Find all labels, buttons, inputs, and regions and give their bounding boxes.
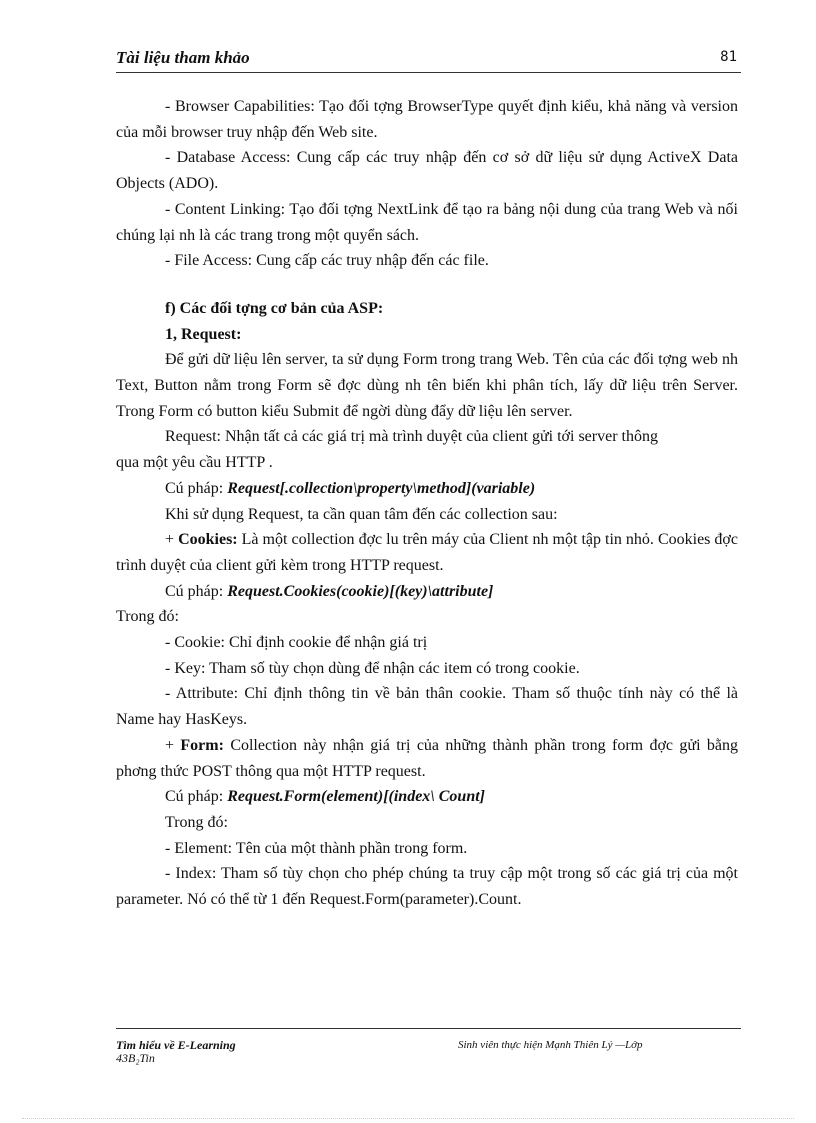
term-label: Form: (180, 736, 224, 754)
subsection-heading: 1, Request: (165, 325, 242, 343)
footer-title: Tìm hiểu về E-Learning (116, 1038, 236, 1052)
syntax-label: Cú pháp: (165, 788, 228, 806)
term-label: Cookies: (178, 531, 238, 549)
paragraph: - Attribute: Chỉ định thông tin về bản thân cookie. Tham số thuộc tính này có thể là Name hay HasKeys. (116, 685, 738, 729)
syntax-line (116, 784, 738, 810)
syntax-label: Cú pháp: (165, 479, 228, 497)
footer-author: Sinh viên thực hiện Mạnh Thiên Lý —Lớp (458, 1039, 643, 1051)
term-text: Collection này nhận giá trị của những thành phần trong form đợc gửi bằng phơng thức POST thông qua một HTTP request. (116, 736, 738, 780)
list-marker: + (165, 531, 179, 549)
footer-left (116, 1039, 236, 1065)
paragraph: - Database Access: Cung cấp các truy nhập đến cơ sở dữ liệu sử dụng ActiveX Data Objects (ADO). (116, 149, 738, 193)
list-marker: + (165, 736, 181, 754)
syntax-label: Cú pháp: (165, 582, 228, 600)
paragraph: - Content Linking: Tạo đối tợng NextLink để tạo ra bảng nội dung của trang Web và nối chúng lại nh là các trang trong một quyển sách. (116, 200, 738, 244)
syntax-line (116, 579, 738, 605)
page-edge-divider (22, 1118, 794, 1119)
footer-class: 43B₂Tin (116, 1051, 155, 1065)
page-number: 81 (720, 49, 737, 65)
paragraph: - File Access: Cung cấp các truy nhập đến các file. (165, 252, 489, 270)
section-heading: f) Các đối tợng cơ bản của ASP: (165, 299, 384, 317)
page-header (116, 46, 741, 73)
syntax-line (116, 476, 738, 502)
term-text: Là một collection đợc lu trên máy của Client nh một tập tin nhỏ. Cookies đợc trình duyệt của client gửi kèm trong HTTP request. (116, 531, 738, 574)
paragraph: qua một yêu cầu HTTP . (116, 454, 273, 472)
paragraph: Request: Nhận tất cả các giá trị mà trình duyệt của client gửi tới server thông (165, 428, 658, 446)
document-body (116, 94, 738, 913)
paragraph: Khi sử dụng Request, ta cần quan tâm đến các collection sau: (165, 505, 558, 523)
page-footer (116, 1028, 741, 1065)
paragraph: - Browser Capabilities: Tạo đối tợng BrowserType quyết định kiểu, khả năng và version của mỗi browser truy nhập đến Web site. (116, 98, 738, 141)
spacer (116, 274, 738, 296)
paragraph: Trong đó: (116, 608, 179, 626)
paragraph: - Key: Tham số tùy chọn dùng để nhận các item có trong cookie. (165, 659, 580, 677)
syntax-code: Request[.collection\property\method](variable) (227, 479, 536, 497)
paragraph: Để gửi dữ liệu lên server, ta sử dụng Form trong trang Web. Tên của các đối tợng web nh Text, Button nằm trong Form sẽ đợc dùng nh tên biến khi phân tích, lấy dữ liệu trên Server. Trong Form có button kiểu Submit để ngời dùng đẩy dữ liệu lên server. (116, 351, 738, 420)
paragraph: - Index: Tham số tùy chọn cho phép chúng ta truy cập một trong số các giá trị của một parameter. Nó có thể từ 1 đến Request.Form(parameter).Count. (116, 865, 738, 909)
cookies-paragraph (116, 527, 738, 578)
syntax-code: Request.Cookies(cookie)[(key)\attribute] (227, 582, 494, 600)
paragraph: - Cookie: Chỉ định cookie để nhận giá trị (165, 634, 428, 652)
syntax-code: Request.Form(element)[(index\ Count] (227, 788, 485, 806)
paragraph: - Element: Tên của một thành phần trong form. (165, 839, 468, 857)
form-paragraph (116, 733, 738, 784)
paragraph: Trong đó: (165, 813, 228, 831)
header-title: Tài liệu tham khảo (116, 48, 250, 67)
